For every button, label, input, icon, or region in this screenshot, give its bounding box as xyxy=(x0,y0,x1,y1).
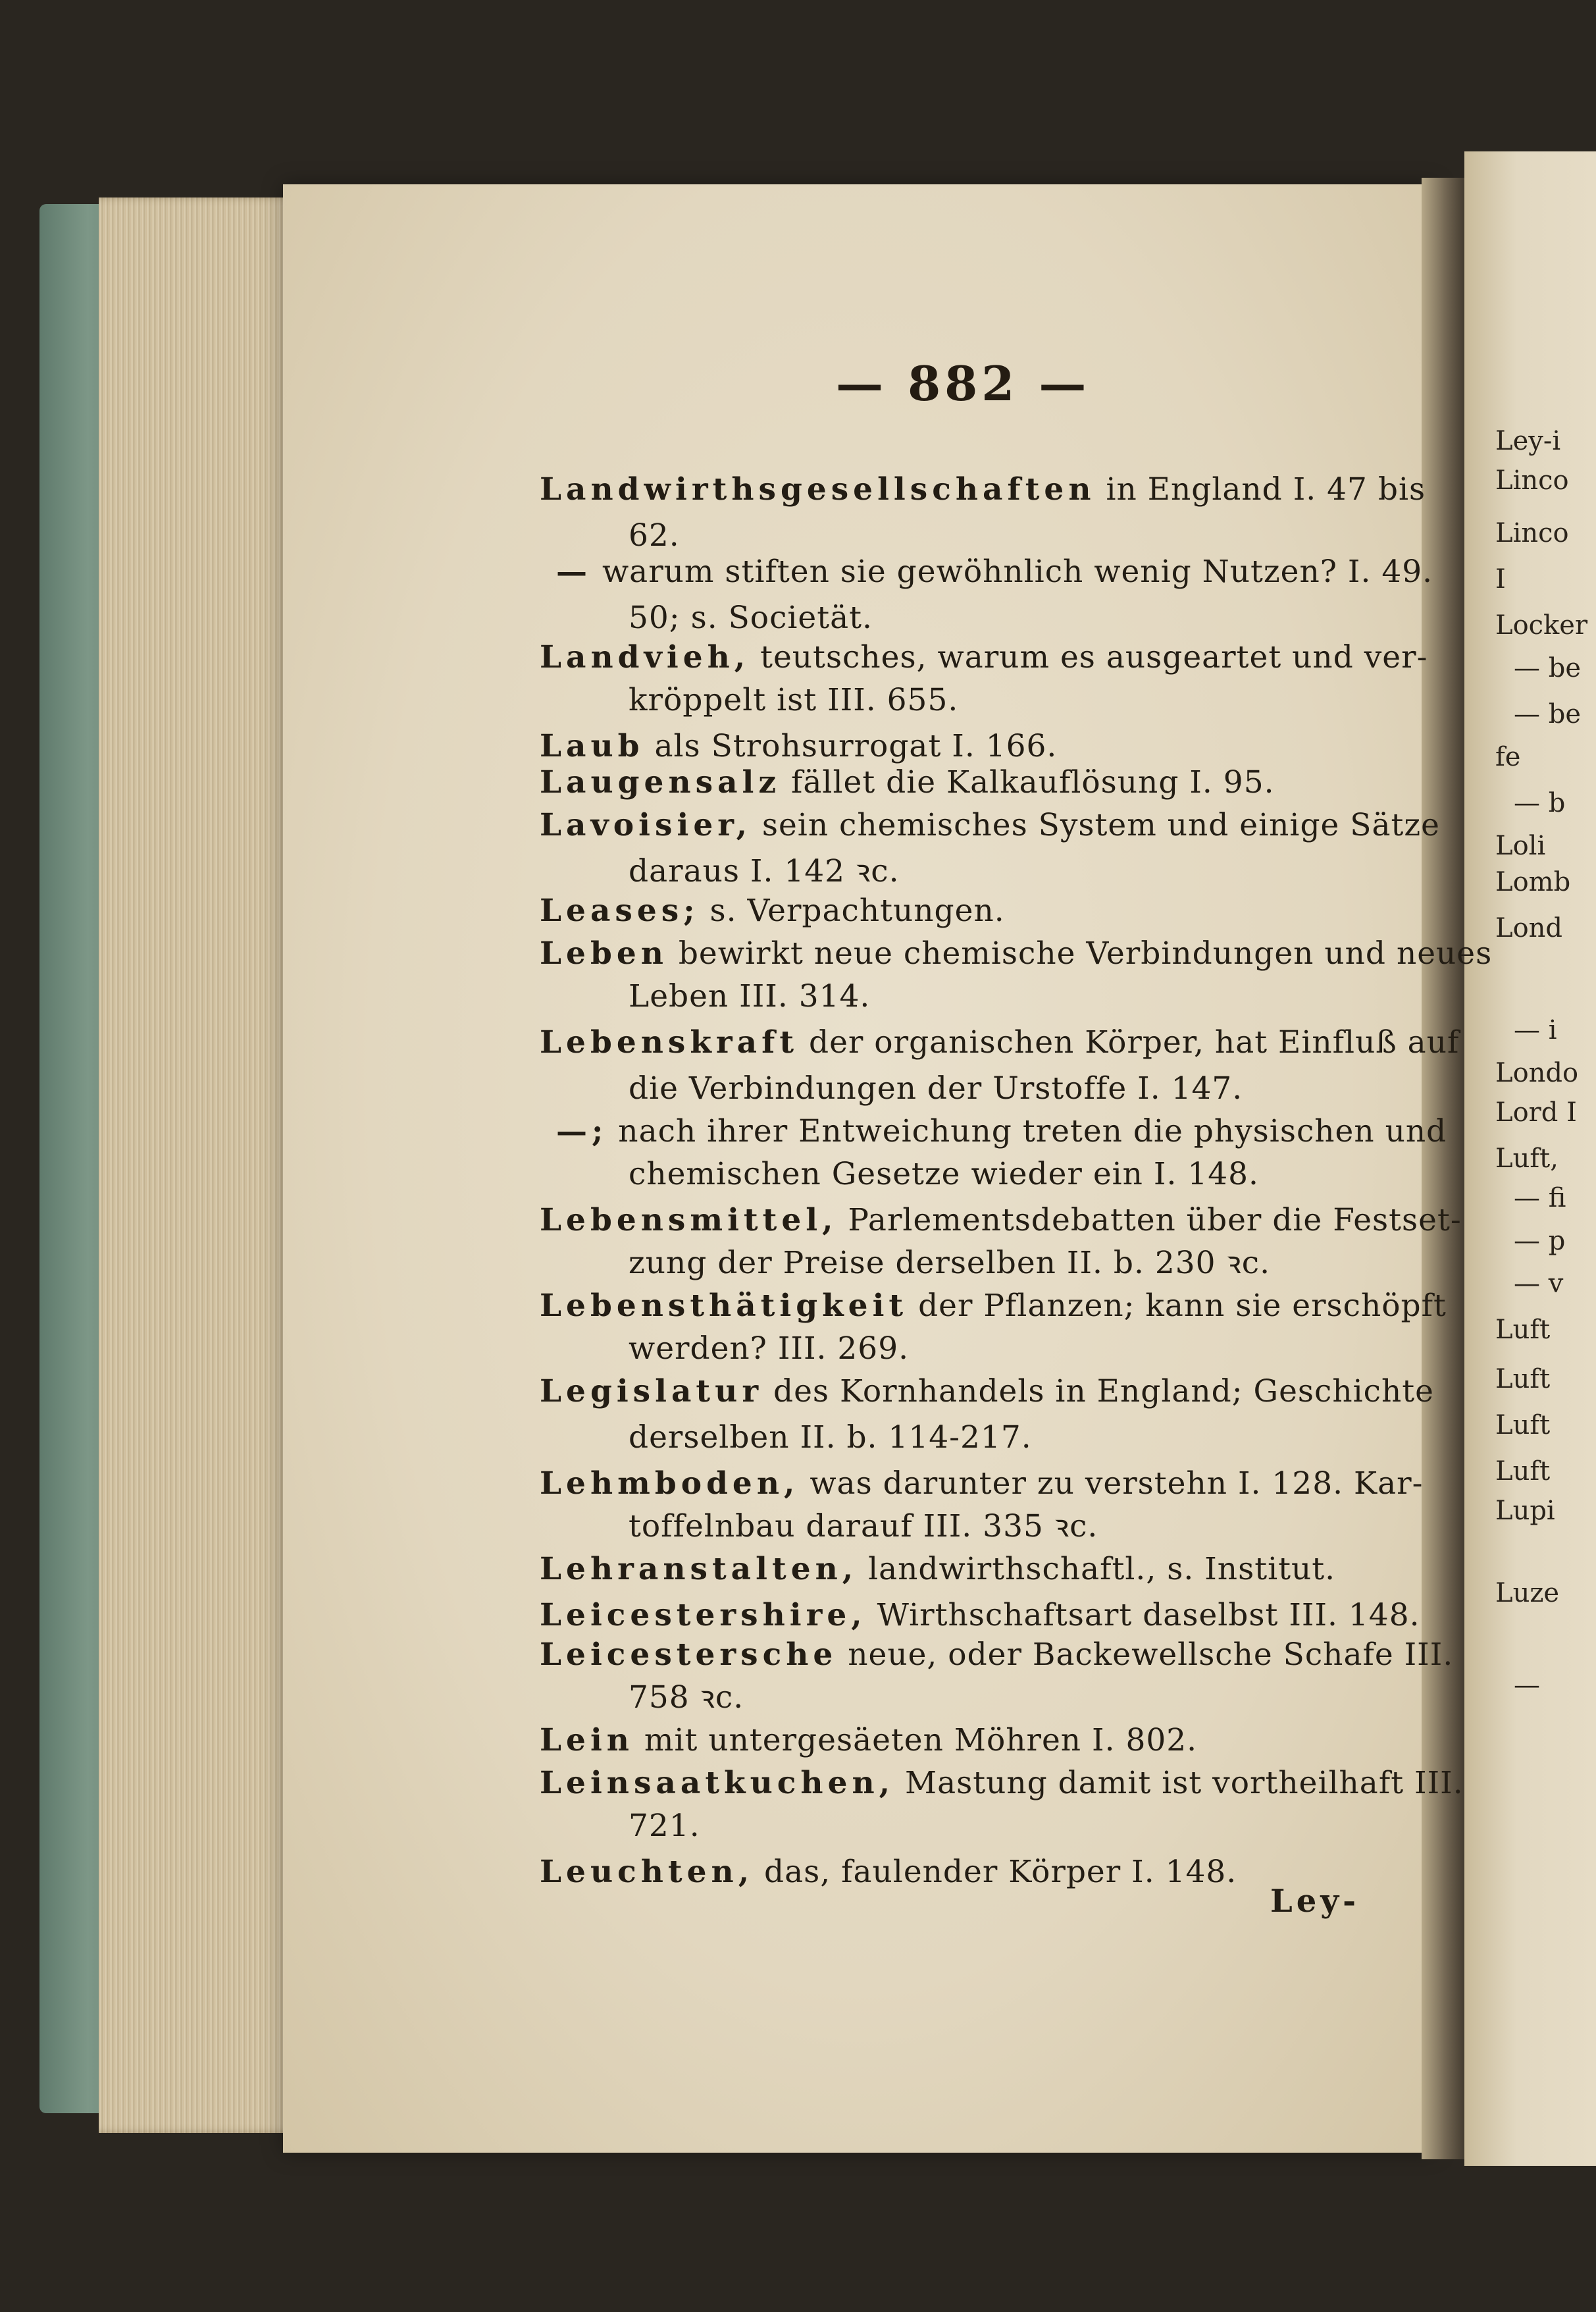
facing-page-fragment: fe xyxy=(1495,742,1521,772)
index-line xyxy=(629,1808,700,1844)
index-line xyxy=(540,471,1426,508)
facing-page-fragment: Ley-i xyxy=(1495,426,1561,456)
index-term: Legislatur xyxy=(540,1373,763,1409)
index-line xyxy=(540,1024,1460,1061)
index-text: landwirthschaftl., s. Institut. xyxy=(858,1551,1336,1587)
index-text: des Kornhandels in England; Geschichte xyxy=(763,1373,1434,1409)
index-term: Lehranstalten, xyxy=(540,1551,858,1587)
facing-page-fragment: Lupi xyxy=(1495,1496,1555,1526)
facing-page-fragment: Linco xyxy=(1495,518,1569,548)
facing-page-fragment: Londo xyxy=(1495,1058,1579,1088)
index-text: kröppelt ist III. 655. xyxy=(629,682,959,718)
index-line xyxy=(540,639,1428,675)
facing-page-fragment: Luft xyxy=(1495,1410,1551,1440)
index-term: Landwirthsgesellschaften xyxy=(540,471,1096,508)
facing-page-fragment: — be xyxy=(1514,653,1581,683)
index-text: Parlementsdebatten über die Festset- xyxy=(837,1202,1462,1238)
index-line xyxy=(540,1722,1198,1758)
index-text: warum stiften sie gewöhnlich wenig Nutzen? I. 49. xyxy=(592,554,1433,590)
facing-page-fragment: Lomb xyxy=(1495,867,1571,897)
index-text: das, faulender Körper I. 148. xyxy=(754,1854,1237,1890)
index-line xyxy=(629,1419,1032,1456)
index-term: Leicestersche xyxy=(540,1637,838,1673)
index-term: Leben xyxy=(540,935,668,972)
facing-page-fragment: — p xyxy=(1514,1226,1566,1256)
index-line xyxy=(540,1202,1462,1238)
index-term: Laugensalz xyxy=(540,764,781,801)
index-line xyxy=(540,1637,1454,1673)
index-line xyxy=(629,1156,1259,1192)
facing-page-fragment: Luft xyxy=(1495,1456,1551,1486)
index-line xyxy=(629,978,871,1014)
index-line xyxy=(540,807,1440,843)
index-line xyxy=(540,728,1058,764)
index-term: Lehmboden, xyxy=(540,1465,800,1502)
index-text: teutsches, warum es ausgeartet und ver- xyxy=(750,639,1428,675)
facing-page-fragment: Luze xyxy=(1495,1578,1560,1608)
index-text: derselben II. b. 114-217. xyxy=(629,1419,1032,1456)
index-line xyxy=(629,1245,1271,1281)
catchword: Ley- xyxy=(1270,1883,1360,1920)
index-term: Lebensmittel, xyxy=(540,1202,838,1238)
index-text: Leben III. 314. xyxy=(629,978,871,1014)
index-line xyxy=(629,1070,1243,1107)
index-line xyxy=(540,1854,1237,1890)
facing-page-fragment: — be xyxy=(1514,699,1581,729)
facing-page-fragment: Luft, xyxy=(1495,1143,1558,1174)
facing-page-fragment: Lond xyxy=(1495,913,1563,943)
index-line xyxy=(540,1551,1336,1587)
index-text: zung der Preise derselben II. b. 230 ꝛc. xyxy=(629,1245,1271,1281)
index-term: Lebenskraft xyxy=(540,1024,799,1061)
index-line xyxy=(540,1288,1447,1324)
facing-page-fragment: — i xyxy=(1514,1015,1557,1045)
facing-page-fragment: Luft xyxy=(1495,1315,1551,1345)
index-text: als Strohsurrogat I. 166. xyxy=(644,728,1058,764)
facing-page-fragment: I xyxy=(1495,564,1506,594)
index-text: der organischen Körper, hat Einfluß auf xyxy=(798,1024,1460,1061)
index-text: sein chemisches System und einige Sätze xyxy=(751,807,1440,843)
facing-page-fragment: — xyxy=(1514,1670,1540,1700)
facing-page-fragment: Loli xyxy=(1495,831,1546,861)
page-number: — 882 — xyxy=(836,355,1091,411)
index-text: was darunter zu verstehn I. 128. Kar- xyxy=(799,1465,1424,1502)
facing-page-fragment: Locker xyxy=(1495,610,1588,641)
index-text: toffelnbau darauf III. 335 ꝛc. xyxy=(629,1508,1098,1544)
index-line xyxy=(540,1765,1464,1801)
index-line xyxy=(540,1373,1434,1409)
index-text: der Pflanzen; kann sie erschöpft xyxy=(908,1288,1447,1324)
index-line xyxy=(540,1597,1420,1633)
index-text: in England I. 47 bis xyxy=(1095,471,1426,508)
index-text: fället die Kalkauflösung I. 95. xyxy=(781,764,1275,801)
index-text: daraus I. 142 ꝛc. xyxy=(629,853,900,889)
index-line xyxy=(629,853,900,889)
index-term: Lavoisier, xyxy=(540,807,752,843)
index-text: chemischen Gesetze wieder ein I. 148. xyxy=(629,1156,1259,1192)
index-text: werden? III. 269. xyxy=(629,1330,910,1367)
index-term: Leases; xyxy=(540,893,700,929)
index-term: Lebensthätigkeit xyxy=(540,1288,908,1324)
index-text: 721. xyxy=(629,1808,700,1844)
index-term: Leuchten, xyxy=(540,1854,754,1890)
index-text: nach ihrer Entweichung treten die physischen und xyxy=(607,1113,1447,1149)
index-text: die Verbindungen der Urstoffe I. 147. xyxy=(629,1070,1243,1107)
index-text: 50; s. Societät. xyxy=(629,600,873,636)
index-text: Wirthschaftsart daselbst III. 148. xyxy=(866,1597,1420,1633)
facing-page-fragment: Luft xyxy=(1495,1364,1551,1394)
index-line xyxy=(629,682,959,718)
index-line xyxy=(629,600,873,636)
index-term: Landvieh, xyxy=(540,639,750,675)
index-line xyxy=(629,517,680,554)
index-text: bewirkt neue chemische Verbindungen und neues xyxy=(667,935,1493,972)
index-line xyxy=(540,935,1493,972)
index-line xyxy=(540,893,1005,929)
index-text: s. Verpachtungen. xyxy=(699,893,1005,929)
facing-page-fragment: Lord I xyxy=(1495,1097,1577,1128)
facing-page-fragment: — v xyxy=(1514,1269,1564,1299)
index-line xyxy=(540,1465,1424,1502)
index-line xyxy=(629,1330,910,1367)
facing-page-fragment: Linco xyxy=(1495,465,1569,496)
index-line xyxy=(556,1113,1447,1149)
index-line xyxy=(629,1508,1098,1544)
index-line xyxy=(540,764,1275,801)
index-text: 62. xyxy=(629,517,680,554)
index-text: Mastung damit ist vortheilhaft III. xyxy=(894,1765,1464,1801)
index-term: Laub xyxy=(540,728,644,764)
facing-page-fragment: — b xyxy=(1514,788,1566,818)
index-text: neue, oder Backewellsche Schafe III. xyxy=(837,1637,1454,1673)
book-gutter xyxy=(1422,178,1468,2159)
facing-page-fragment: — fi xyxy=(1514,1183,1566,1213)
index-term: Leinsaatkuchen, xyxy=(540,1765,895,1801)
index-term: — xyxy=(556,554,592,590)
index-text: mit untergesäeten Möhren I. 802. xyxy=(633,1722,1198,1758)
index-text: 758 ꝛc. xyxy=(629,1679,744,1716)
index-line xyxy=(629,1679,744,1716)
index-term: Leicestershire, xyxy=(540,1597,867,1633)
index-term: Lein xyxy=(540,1722,634,1758)
index-term: —; xyxy=(556,1113,608,1149)
index-line xyxy=(556,554,1433,590)
